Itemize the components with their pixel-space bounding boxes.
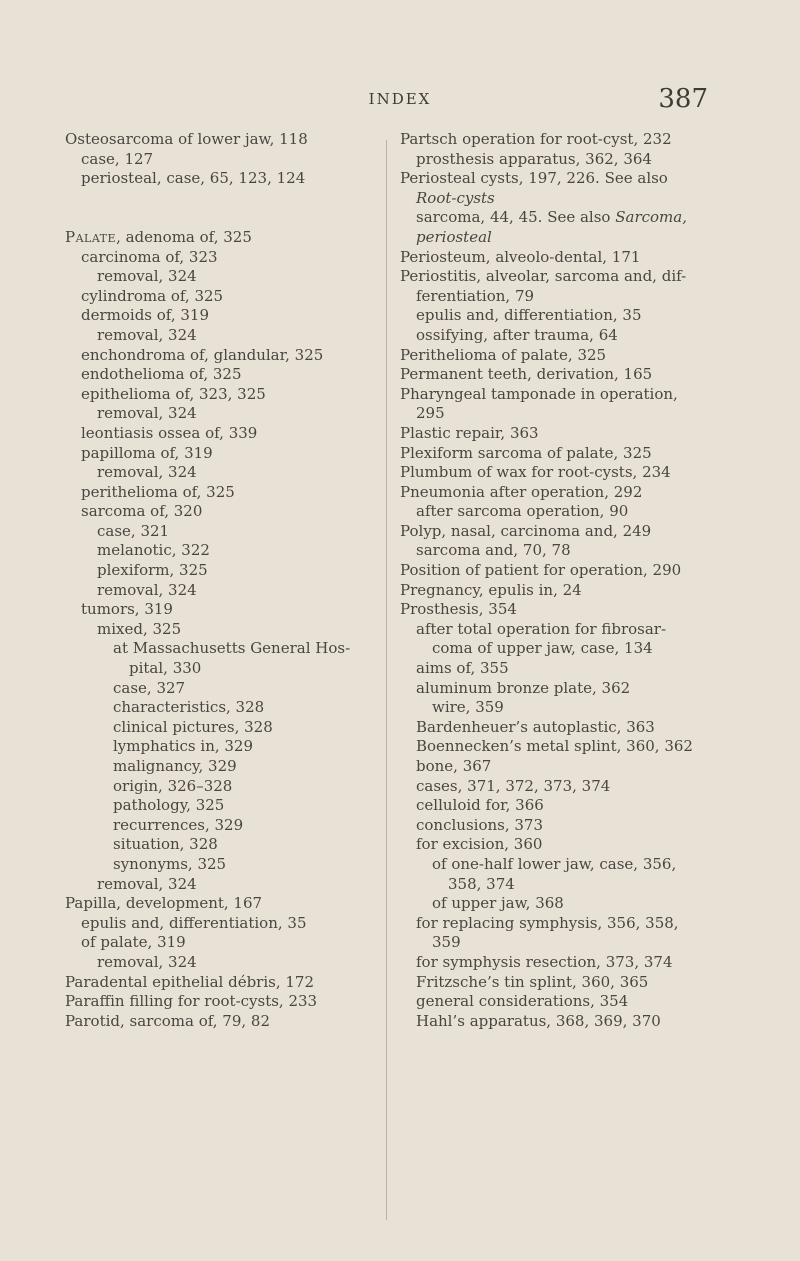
index-entry xyxy=(65,522,395,542)
index-entry xyxy=(400,816,730,836)
index-entry-text: sarcoma of, 320 xyxy=(81,502,203,521)
index-entry xyxy=(65,600,395,620)
index-entry-text: 295 xyxy=(416,404,445,423)
index-entry xyxy=(400,639,730,659)
index-entry xyxy=(400,326,730,346)
index-entry xyxy=(65,875,395,895)
index-entry-text: removal, 324 xyxy=(97,463,197,482)
index-entry-text: bone, 367 xyxy=(416,757,492,775)
index-column-left xyxy=(65,130,395,1031)
index-entry xyxy=(400,541,730,561)
index-entry-text: leontiasis ossea of, 339 xyxy=(81,423,258,442)
index-entry-text: epulis and, differentiation, 35 xyxy=(81,913,307,932)
index-entry xyxy=(65,404,395,424)
index-entry xyxy=(400,620,730,640)
index-entry-text: Fritzsche’s tin splint, 360, 365 xyxy=(416,972,649,991)
index-entry xyxy=(400,483,730,503)
index-entry-text: carcinoma of, 323 xyxy=(81,247,218,266)
index-entry-text: wire, 359 xyxy=(432,698,504,717)
index-entry-text: Permanent teeth, derivation, 165 xyxy=(400,365,653,384)
index-entry xyxy=(400,365,730,385)
index-entry xyxy=(65,777,395,797)
index-entry xyxy=(400,757,730,777)
index-entry xyxy=(400,659,730,679)
index-entry xyxy=(65,463,395,483)
index-entry xyxy=(65,698,395,718)
index-entry xyxy=(65,894,395,914)
index-entry-text: aluminum bronze plate, 362 xyxy=(416,678,631,697)
index-entry-text: removal, 324 xyxy=(97,267,197,286)
index-entry-text: Parotid, sarcoma of, 79, 82 xyxy=(65,1011,270,1030)
index-entry-text: clinical pictures, 328 xyxy=(113,717,273,736)
index-entry-crossref: Root-cysts xyxy=(416,188,495,207)
index-entry xyxy=(65,444,395,464)
index-entry-text: melanotic, 322 xyxy=(97,541,210,560)
index-entry-text: enchondroma of, glandular, 325 xyxy=(81,345,324,364)
index-entry xyxy=(65,248,395,268)
index-entry xyxy=(65,130,395,150)
index-entry xyxy=(65,306,395,326)
index-entry-text: Periostitis, alveolar, sarcoma and, dif- xyxy=(400,267,687,286)
index-entry-text: Pregnancy, epulis in, 24 xyxy=(400,580,582,599)
index-entry xyxy=(65,169,395,189)
index-entry xyxy=(400,581,730,601)
index-entry-text: 359 xyxy=(432,933,461,952)
index-entry xyxy=(65,914,395,934)
index-entry-text: cylindroma of, 325 xyxy=(81,286,224,305)
index-entry xyxy=(400,287,730,307)
index-entry xyxy=(400,189,730,209)
index-entry xyxy=(400,855,730,875)
index-entry xyxy=(400,953,730,973)
index-entry-text: coma of upper jaw, case, 134 xyxy=(432,639,653,658)
index-entry xyxy=(65,639,395,659)
index-entry-text: pital, 330 xyxy=(129,659,202,678)
index-entry xyxy=(65,757,395,777)
index-entry xyxy=(65,992,395,1012)
index-entry xyxy=(400,267,730,287)
index-entry-text: perithelioma of, 325 xyxy=(81,482,235,501)
index-entry xyxy=(400,522,730,542)
index-entry xyxy=(400,875,730,895)
index-entry xyxy=(400,208,730,228)
index-entry xyxy=(400,914,730,934)
index-entry xyxy=(65,150,395,170)
index-entry-text: case, 327 xyxy=(113,678,186,697)
index-entry-crossref: periosteal xyxy=(416,227,492,246)
index-entry-text: Plumbum of wax for root-cysts, 234 xyxy=(400,463,671,482)
index-entry xyxy=(65,953,395,973)
index-entry xyxy=(400,737,730,757)
index-entry xyxy=(400,444,730,464)
index-entry-text: Plexiform sarcoma of palate, 325 xyxy=(400,443,652,462)
index-entry xyxy=(65,581,395,601)
index-entry-text: removal, 324 xyxy=(97,874,197,893)
index-entry-text: removal, 324 xyxy=(97,580,197,599)
index-entry xyxy=(400,933,730,953)
index-entry xyxy=(65,933,395,953)
index-entry xyxy=(400,346,730,366)
index-entry xyxy=(400,306,730,326)
index-entry xyxy=(65,385,395,405)
index-entry xyxy=(65,561,395,581)
index-entry-text: origin, 326–328 xyxy=(113,776,233,795)
index-entry-text: Position of patient for operation, 290 xyxy=(400,561,682,580)
index-entry xyxy=(65,796,395,816)
index-entry xyxy=(400,894,730,914)
index-entry xyxy=(400,385,730,405)
index-entry xyxy=(400,169,730,189)
index-entry-text: Bardenheuer’s autoplastic, 363 xyxy=(416,717,655,736)
index-entry-text: sarcoma, 44, 45. See also xyxy=(416,208,616,227)
index-entry-text: epithelioma of, 323, 325 xyxy=(81,384,266,403)
index-entry xyxy=(65,679,395,699)
index-entry-text: Perithelioma of palate, 325 xyxy=(400,345,607,364)
index-entry xyxy=(65,346,395,366)
index-entry xyxy=(400,502,730,522)
index-entry-crossref: Sarcoma, xyxy=(615,208,687,227)
index-entry-text: 358, 374 xyxy=(448,874,515,893)
index-entry xyxy=(400,424,730,444)
index-entry-text: removal, 324 xyxy=(97,952,197,971)
index-entry-text: characteristics, 328 xyxy=(113,698,265,717)
index-entry xyxy=(400,718,730,738)
index-entry-text: after sarcoma operation, 90 xyxy=(416,502,629,521)
index-entry xyxy=(65,267,395,287)
index-entry-text: epulis and, differentiation, 35 xyxy=(416,306,642,325)
index-entry-text: at Massachusetts General Hos- xyxy=(113,639,351,658)
index-entry-text: sarcoma and, 70, 78 xyxy=(416,541,571,560)
index-entry xyxy=(400,973,730,993)
index-entry-text: Polyp, nasal, carcinoma and, 249 xyxy=(400,521,652,540)
index-entry-text: Boennecken’s metal splint, 360, 362 xyxy=(416,737,693,756)
index-entry xyxy=(65,855,395,875)
index-entry-text: after total operation for fibrosar- xyxy=(416,619,667,638)
index-entry-text: Papilla, development, 167 xyxy=(65,894,263,913)
index-column-right xyxy=(400,130,730,1031)
index-entry-text: periosteal, case, 65, 123, 124 xyxy=(81,169,306,188)
index-entry-text: ferentiation, 79 xyxy=(416,286,535,305)
index-entry-text: general considerations, 354 xyxy=(416,992,629,1011)
index-entry-text: conclusions, 373 xyxy=(416,815,544,834)
index-entry-text: case, 321 xyxy=(97,521,170,540)
index-entry xyxy=(400,561,730,581)
index-entry xyxy=(65,326,395,346)
index-entry-text: lymphatics in, 329 xyxy=(113,737,254,756)
index-entry-text: of one-half lower jaw, case, 356, xyxy=(432,854,677,873)
index-entry xyxy=(400,1012,730,1032)
index-entry-text: Pharyngeal tamponade in operation, xyxy=(400,384,678,403)
index-entry-text: tumors, 319 xyxy=(81,600,173,619)
index-entry xyxy=(65,424,395,444)
index-entry-text: endothelioma of, 325 xyxy=(81,365,242,384)
index-entry xyxy=(65,659,395,679)
index-entry-text: case, 127 xyxy=(81,149,154,168)
index-entry-text: cases, 371, 372, 373, 374 xyxy=(416,776,611,795)
index-entry-text: plexiform, 325 xyxy=(97,561,208,580)
index-entry xyxy=(65,835,395,855)
index-entry xyxy=(400,796,730,816)
index-entry-text: Partsch operation for root-cyst, 232 xyxy=(400,130,672,148)
index-entry-text: for replacing symphysis, 356, 358, xyxy=(416,913,679,932)
index-entry xyxy=(65,973,395,993)
index-entry xyxy=(65,620,395,640)
index-entry xyxy=(400,777,730,797)
index-entry xyxy=(65,502,395,522)
index-entry-text: situation, 328 xyxy=(113,835,218,854)
index-entry xyxy=(65,228,395,248)
index-entry-text: , adenoma of, 325 xyxy=(116,227,252,246)
index-entry xyxy=(400,698,730,718)
page-number: 387 xyxy=(658,84,708,114)
index-entry xyxy=(400,463,730,483)
index-entry xyxy=(65,816,395,836)
index-entry xyxy=(400,150,730,170)
index-entry-text: removal, 324 xyxy=(97,404,197,423)
index-entry-text: celluloid for, 366 xyxy=(416,796,544,815)
index-entry-text: prosthesis apparatus, 362, 364 xyxy=(416,149,652,168)
index-entry xyxy=(400,130,730,150)
index-entry-text: Periosteum, alveolo-dental, 171 xyxy=(400,247,641,266)
index-entry-text: Hahl’s apparatus, 368, 369, 370 xyxy=(416,1011,661,1030)
index-entry xyxy=(400,600,730,620)
index-entry-text: of upper jaw, 368 xyxy=(432,894,564,913)
index-entry-text: recurrences, 329 xyxy=(113,815,244,834)
index-entry-text: Osteosarcoma of lower jaw, 118 xyxy=(65,130,308,148)
index-entry xyxy=(400,228,730,248)
index-entry-text: Paraffin filling for root-cysts, 233 xyxy=(65,992,318,1011)
index-entry-text: of palate, 319 xyxy=(81,933,186,952)
index-entry-text: Periosteal cysts, 197, 226. See also xyxy=(400,169,668,188)
index-entry xyxy=(65,287,395,307)
index-entry xyxy=(65,541,395,561)
index-entry xyxy=(400,404,730,424)
index-entry-text: dermoids of, 319 xyxy=(81,306,209,325)
index-entry-text: for symphysis resection, 373, 374 xyxy=(416,952,673,971)
index-entry xyxy=(65,1012,395,1032)
index-entry-text: mixed, 325 xyxy=(97,619,182,638)
index-entry-text: Plastic repair, 363 xyxy=(400,423,539,442)
index-entry-text: Prosthesis, 354 xyxy=(400,600,517,619)
index-entry-text: aims of, 355 xyxy=(416,659,509,678)
index-entry xyxy=(400,679,730,699)
index-entry xyxy=(400,992,730,1012)
index-entry-text: for excision, 360 xyxy=(416,835,543,854)
index-entry xyxy=(65,365,395,385)
index-entry-text: malignancy, 329 xyxy=(113,757,237,775)
index-spacer xyxy=(65,208,395,228)
index-spacer xyxy=(65,189,395,209)
page-header-title: INDEX xyxy=(368,90,432,108)
index-entry-text: ossifying, after trauma, 64 xyxy=(416,325,618,344)
index-entry xyxy=(400,248,730,268)
index-entry xyxy=(65,483,395,503)
index-entry xyxy=(65,718,395,738)
index-entry-text: Paradental epithelial débris, 172 xyxy=(65,972,315,991)
index-entry-text: Pneumonia after operation, 292 xyxy=(400,482,643,501)
index-entry-text: removal, 324 xyxy=(97,325,197,344)
index-entry-text: pathology, 325 xyxy=(113,796,225,815)
index-entry-text: synonyms, 325 xyxy=(113,854,227,873)
index-entry-text: papilloma of, 319 xyxy=(81,443,213,462)
index-entry xyxy=(65,737,395,757)
index-entry-heading: Palate xyxy=(65,227,117,246)
index-entry xyxy=(400,835,730,855)
